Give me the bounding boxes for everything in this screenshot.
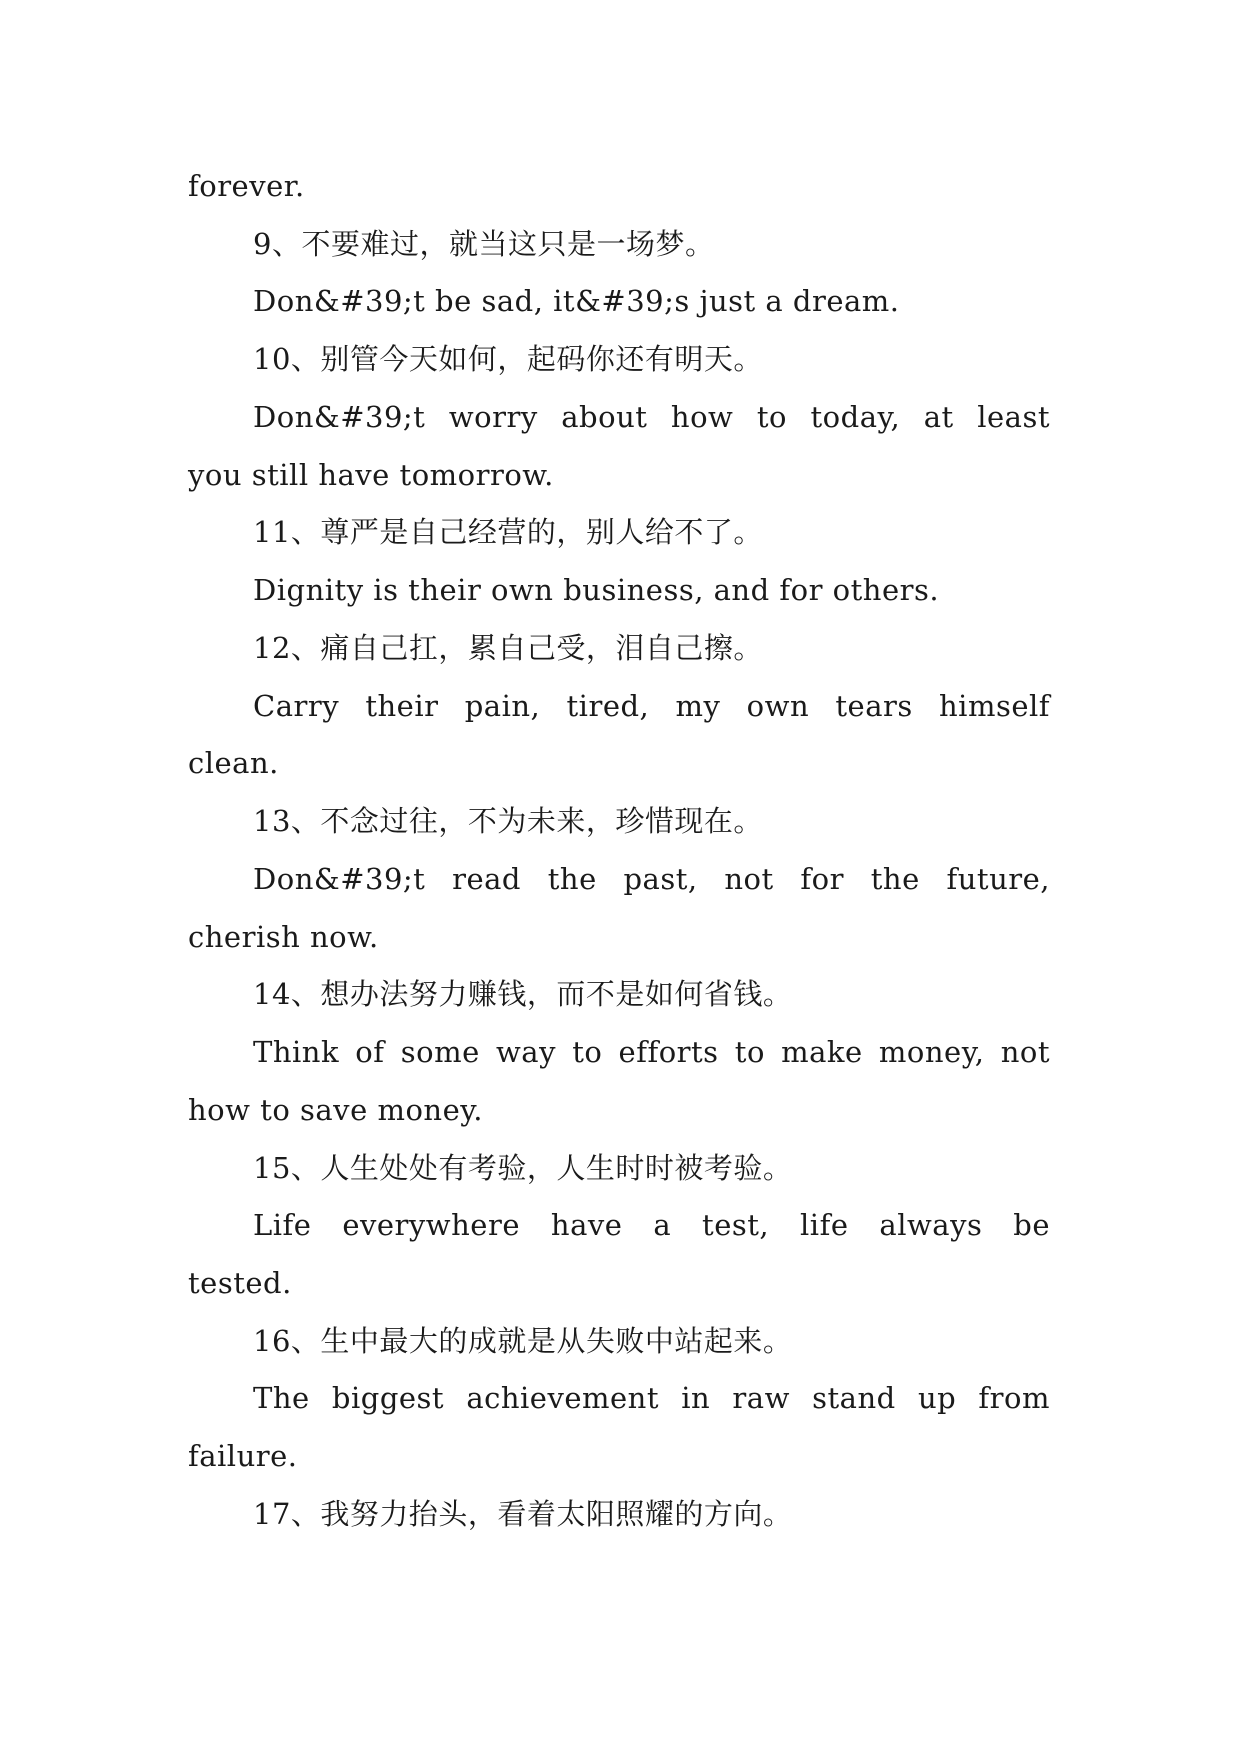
text-line: 14、想办法努力赚钱，而不是如何省钱。 (253, 977, 793, 1011)
text-line: 12、痛自己扛，累自己受，泪自己擦。 (253, 631, 763, 665)
text-line: 15、人生处处有考验，人生时时被考验。 (253, 1151, 793, 1185)
text-line: cherish now. (188, 920, 379, 954)
text-line: Don&#39;t read the past, not for the future, (253, 862, 1050, 896)
text-line: Don&#39;t be sad, it&#39;s just a dream. (253, 284, 900, 318)
text-line: Dignity is their own business, and for others. (253, 573, 940, 607)
text-line: forever. (188, 169, 305, 203)
text-line: you still have tomorrow. (188, 458, 554, 492)
text-line: Think of some way to efforts to make money, not (253, 1035, 1050, 1069)
text-line: failure. (188, 1439, 298, 1473)
text-line: 16、生中最大的成就是从失败中站起来。 (253, 1324, 793, 1358)
text-line: 13、不念过往，不为未来，珍惜现在。 (253, 804, 763, 838)
text-line: 10、别管今天如何，起码你还有明天。 (253, 342, 763, 376)
text-line: 9、不要难过，就当这只是一场梦。 (253, 227, 715, 261)
text-line: clean. (188, 746, 279, 780)
text-line: The biggest achievement in raw stand up from (253, 1381, 1050, 1415)
text-line: 17、我努力抬头，看着太阳照耀的方向。 (253, 1497, 793, 1531)
text-line: Carry their pain, tired, my own tears himself (253, 689, 1050, 723)
text-line: Life everywhere have a test, life always be (253, 1208, 1050, 1242)
text-line: Don&#39;t worry about how to today, at least (253, 400, 1050, 434)
text-line: 11、尊严是自己经营的，别人给不了。 (253, 515, 763, 549)
text-line: tested. (188, 1266, 292, 1300)
text-line: how to save money. (188, 1093, 483, 1127)
